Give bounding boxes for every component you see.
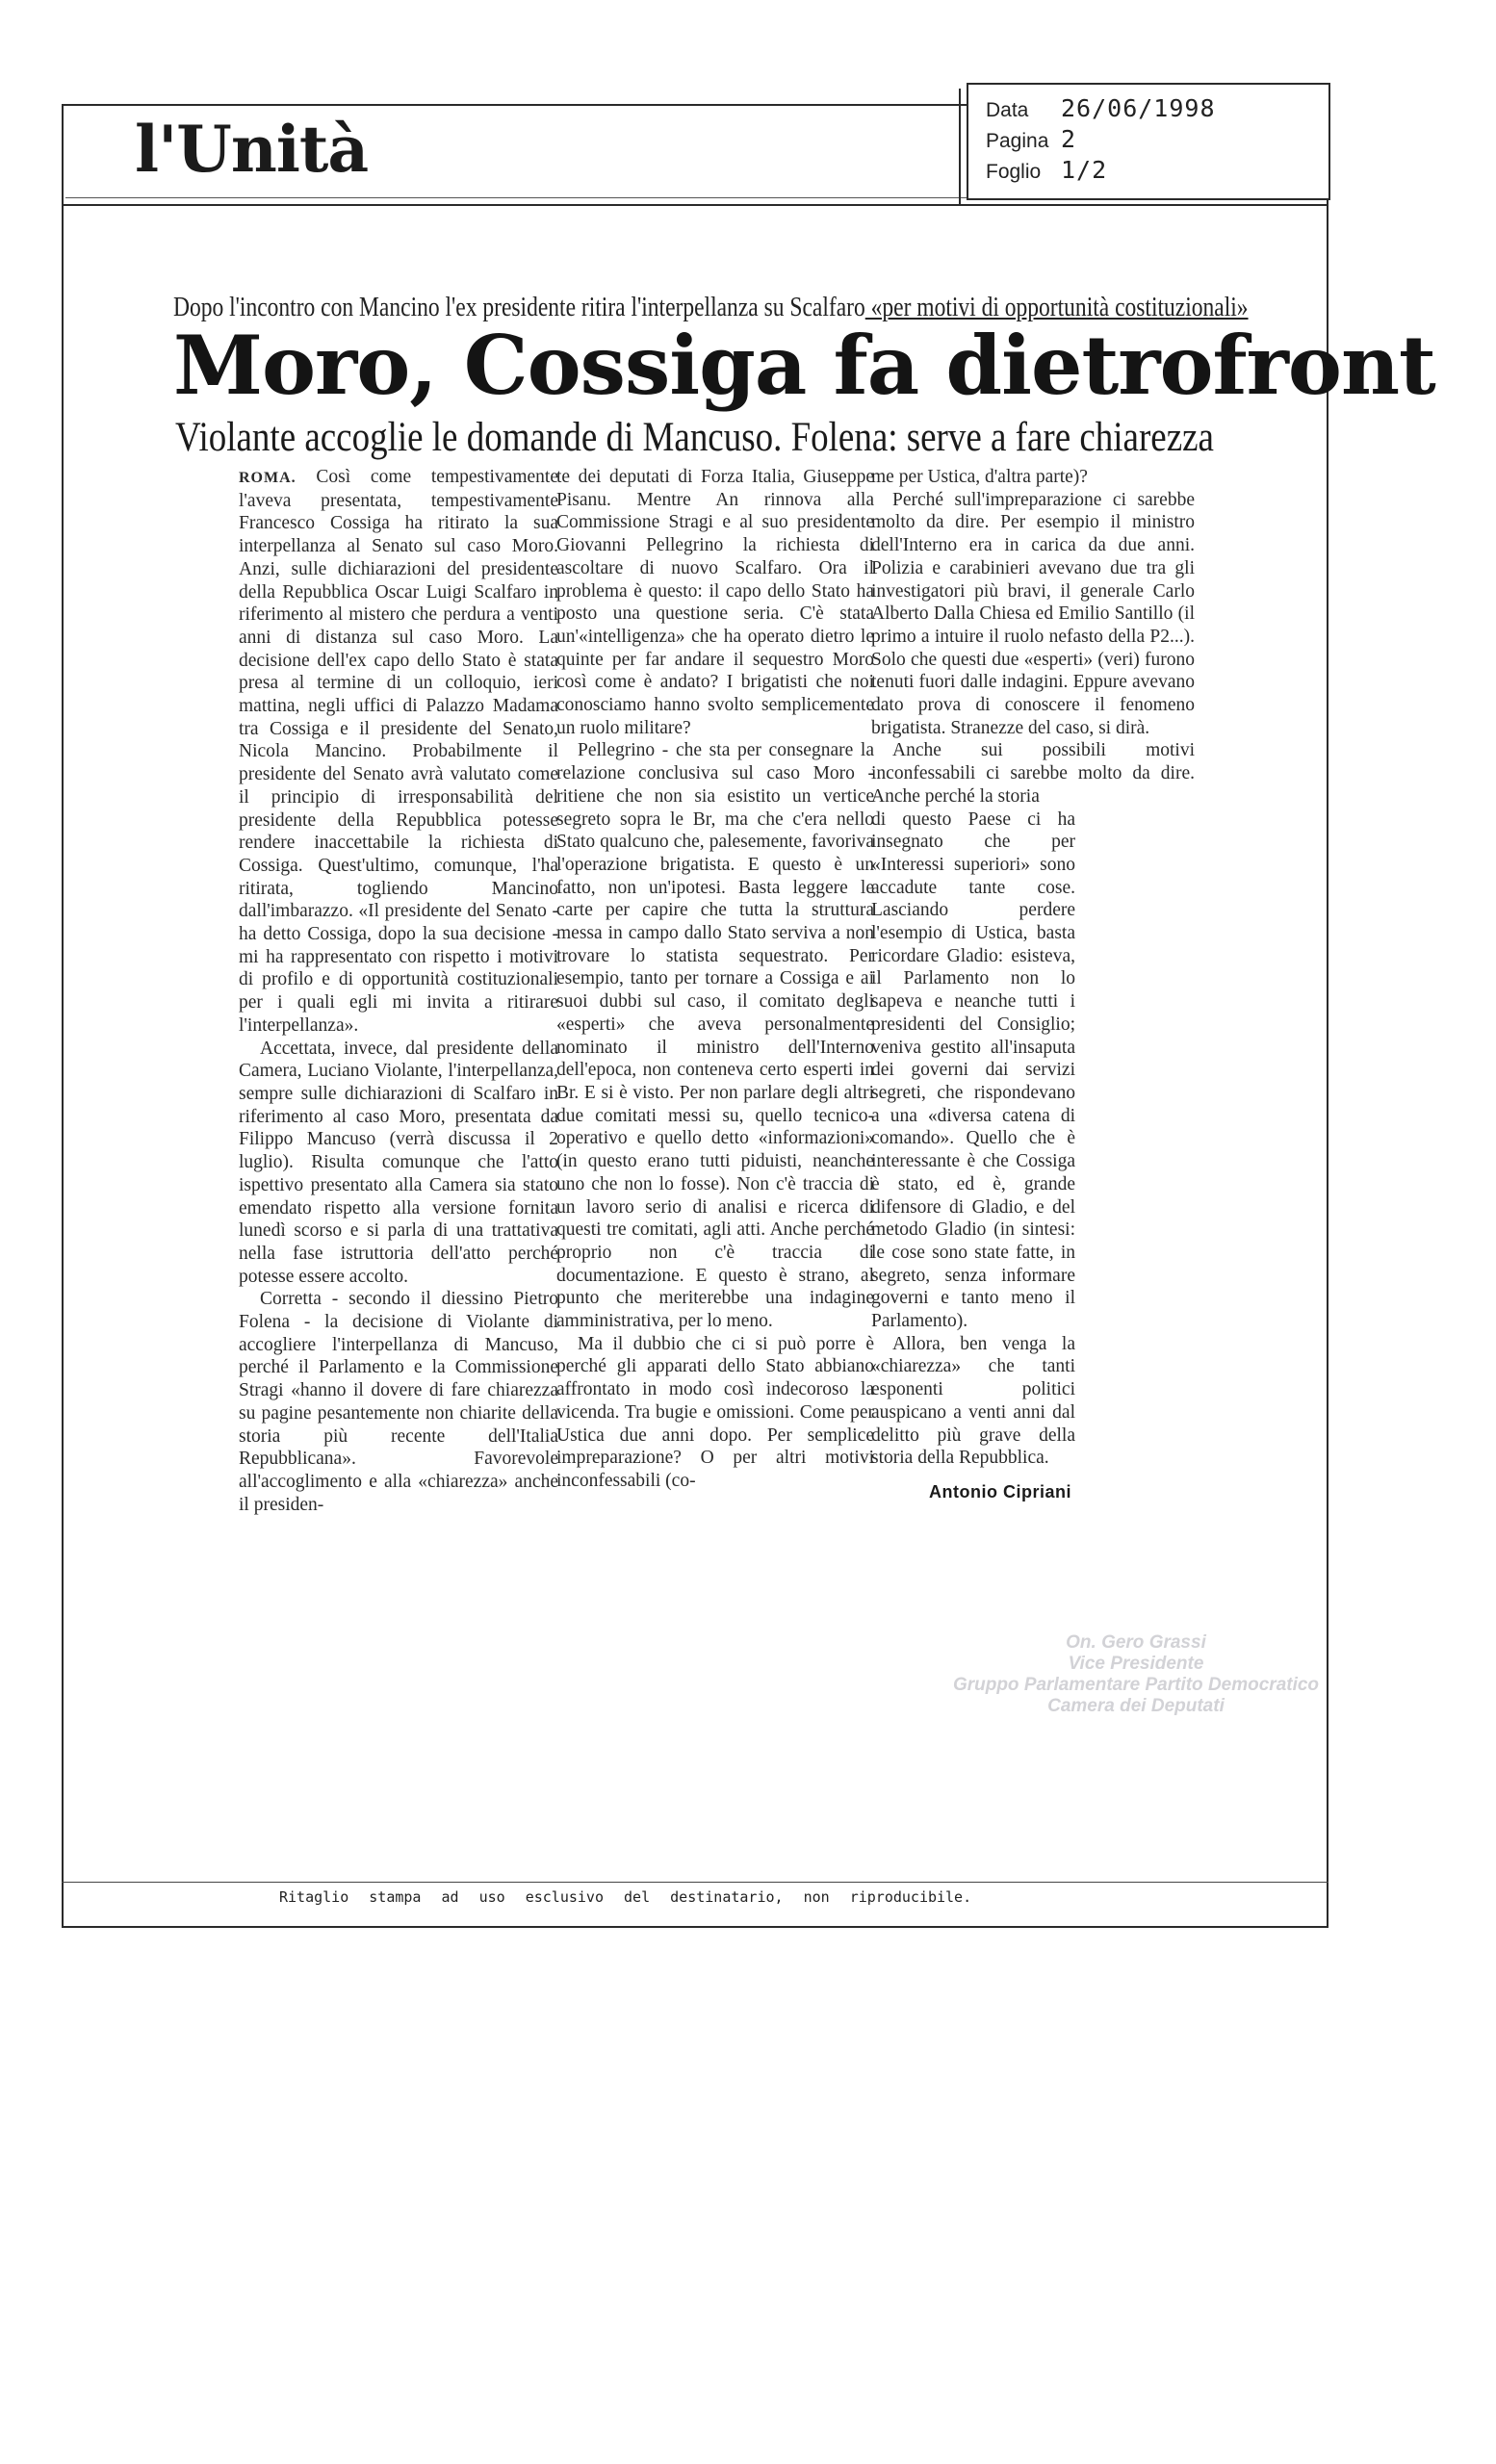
paragraph: Corretta - secondo il diessino Pietro Folena - la decisione di Violante di accogliere l'interpellanza di Mancuso, perché il Parlamento e la Commissione Stragi «hanno il dovere di fare chiarezza su pagine pesantemente non chiarite della storia più recente dell'Italia Repubblicana». Favorevole all'accoglimento e alla «chiarezza» anche il presiden- [239, 1289, 558, 1515]
page-value: 2 [1061, 125, 1077, 153]
paragraph: Pellegrino - che sta per consegnare la relazione conclusiva sul caso Moro - ritiene che non sia esistito un vertice segreto sopra le Br, ma che c'era nello Stato qualcuno che, palesemente, favoriva l'operazione brigatista. E questo è un fatto, non un'ipotesi. Basta leggere le carte per capire che tutta la struttura messa in campo dallo Stato serviva a non trovare lo statista sequestrato. Per esempio, tanto per tornare a Cossiga e ai suoi dubbi sul caso, il comitato degli «esperti» che aveva personalmente nominato il ministro dell'Interno dell'epoca, non conteneva certo esperti in Br. E si è visto. Per non parlare degli altri due comitati messi su, quello tecnico-operativo e quello detto «informazioni» (in questo erano tutti piduisti, neanche uno che non lo fosse). Non c'è traccia di un lavoro serio di analisi e ricerca di questi tre comitati, agli atti. Anche perché proprio non c'è traccia di documentazione. E questo è strano, al punto che meriterebbe una indagine amministrativa, per lo meno. [556, 740, 874, 1332]
date-row [986, 94, 1216, 122]
article-headline: Moro, Cossiga fa dietrofront [173, 318, 1435, 413]
article-subhead: Violante accoglie le domande di Mancuso. Folena: serve a fare chiarezza [175, 415, 1214, 460]
meta-box-shadow [959, 89, 965, 204]
paragraph: Allora, ben venga la «chiarezza» che tanti esponenti politici auspicano a venti anni dal delitto più grave della storia della Repubblica. [871, 1333, 1075, 1469]
stamp-line: On. Gero Grassi [1066, 1632, 1206, 1653]
sheet-value: 1/2 [1061, 156, 1108, 184]
paragraph [239, 466, 558, 1038]
kicker-text: Dopo l'incontro con Mancino l'ex presidente ritira l'interpellanza su Scalfaro [173, 293, 865, 322]
paragraph: di questo Paese ci ha insegnato che per «Interessi superiori» sono accadute tante cose. Lasciando perdere l'esempio di Ustica, basta ricordare Gladio: esisteva, il Parlamento non lo sapeva e neanche tutti i presidenti del Consiglio; veniva gestito all'insaputa dei governi dai servizi segreti, che rispondevano a una «diversa catena di comando». Quello che è interessante è che Cossiga è stato, ed è, grande difensore di Gladio, e del metodo Gladio (in sintesi: le cose sono state fatte, in segreto, senza informare governi e tanto meno il Parlamento). [871, 808, 1075, 1332]
stamp-line: Vice Presidente [1068, 1654, 1204, 1674]
stamp-line: Gruppo Parlamentare Partito Democratico [952, 1675, 1320, 1695]
clipping-meta-box [967, 83, 1330, 200]
sheet-row [986, 156, 1107, 184]
dateline: ROMA. [239, 470, 297, 486]
paragraph: te dei deputati di Forza Italia, Giuseppe Pisanu. Mentre An rinnova alla Commissione Stragi e al suo presidente Giovanni Pellegrino la richiesta di ascoltare di nuovo Scalfaro. Ora il problema è questo: il capo dello Stato ha posto una questione seria. C'è stata un'«intelligenza» che ha operato dietro le quinte per far andare il sequestro Moro così come è andato? I brigatisti che noi conosciamo hanno svolto semplicemente un ruolo militare? [556, 467, 874, 738]
newspaper-logo: l'Unità [135, 112, 369, 187]
paragraph: Anche sui possibili motivi inconfessabili ci sarebbe molto da dire. Anche perché la storia [871, 740, 1195, 807]
archive-stamp [934, 1632, 1338, 1717]
paragraph-text: Così come tempestivamente l'aveva presentata, tempestivamente Francesco Cossiga ha ritirato la sua interpellanza al Senato sul caso Moro. Anzi, sulle dichiarazioni del presidente della Repubblica Oscar Luigi Scalfaro in riferimento al mistero che perdura a venti anni di distanza sul caso Moro. La decisione dell'ex capo dello Stato è stata presa al termine di un colloquio, ieri mattina, negli uffici di Palazzo Madama tra Cossiga e il presidente del Senato, Nicola Mancino. Probabilmente il presidente del Senato avrà valutato come il principio di irresponsabilità del presidente della Repubblica potesse rendere inaccettabile la richiesta di Cossiga. Quest'ultimo, comunque, l'ha ritirata, togliendo Mancino dall'imbarazzo. «Il presidente del Senato - ha detto Cossiga, dopo la sua decisione - mi ha rappresentato con rispetto i motivi di profilo e di opportunità costituzionali per i quali egli mi invita a ritirare l'interpellanza». [239, 467, 558, 1036]
kicker-quote: «per motivi di opportunità costituzionali» [864, 293, 1249, 322]
paragraph: Perché sull'impreparazione ci sarebbe molto da dire. Per esempio il ministro dell'Interno era in carica da due anni. Polizia e carabinieri avevano due tra gli investigatori più bravi, il generale Carlo Alberto Dalla Chiesa ed Emilio Santillo (il primo a intuire il ruolo nefasto della P2...). Solo che questi due «esperti» (veri) furono tenuti fuori dalle indagini. Eppure avevano dato prova di conoscere il fenomeno brigatista. Stranezze del caso, si dirà. [871, 489, 1195, 738]
date-label: Data [986, 99, 1029, 121]
stamp-line: Camera dei Deputati [1047, 1696, 1225, 1716]
page-row [986, 125, 1076, 153]
sheet-label: Foglio [986, 161, 1042, 183]
date-value: 26/06/1998 [1061, 94, 1216, 122]
paragraph: Ma il dubbio che ci si può porre è perché gli apparati dello Stato abbiano affrontato in modo così indecoroso la vicenda. Tra bugie e omissioni. Come per Ustica due anni dopo. Per semplice impreparazione? O per altri motivi inconfessabili (co- [556, 1333, 874, 1491]
footer-notice: Ritaglio stampa ad uso esclusivo del destinatario, non riproducibile. [279, 1888, 972, 1906]
article-column-1 [239, 466, 558, 1516]
header-divider [62, 204, 1328, 206]
narrow-text-block [871, 808, 1075, 1470]
paragraph: me per Ustica, d'altra parte)? [871, 467, 1088, 487]
paragraph: Accettata, invece, dal presidente della Camera, Luciano Violante, l'interpellanza, sempre sulle dichiarazioni di Scalfaro in riferimento al caso Moro, presentata da Filippo Mancuso (verrà discussa il 2 luglio). Risulta comunque che l'atto ispettivo presentato alla Camera sia stato emendato rispetto alla versione fornita lunedì scorso e si parla di una trattativa nella fase istruttoria dell'atto perché potesse essere accolto. [239, 1038, 558, 1287]
page-label: Pagina [986, 130, 1049, 152]
article-column-2 [556, 466, 874, 1493]
footer-divider [62, 1882, 1328, 1883]
author-signature: Antonio Cipriani [929, 1481, 1071, 1502]
article-column-3 [871, 466, 1195, 1504]
